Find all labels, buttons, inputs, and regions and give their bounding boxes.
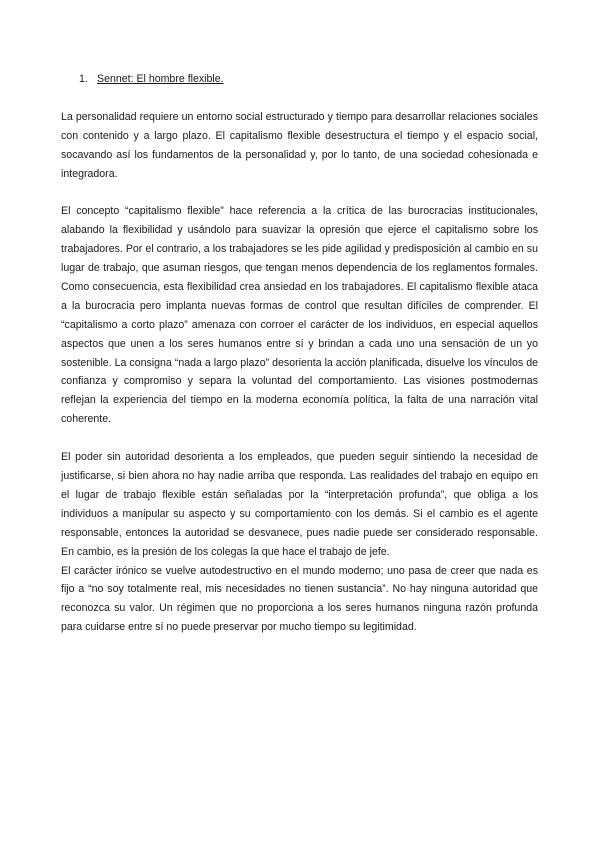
- paragraph-1: La personalidad requiere un entorno social estructurado y tiempo para desarrollar relaciones sociales con contenido y a largo plazo. El capitalismo flexible desestructura el tiempo y el espacio social, socavando así los fundamentos de la personalidad y, por lo tanto, de una sociedad cohesionada e integradora.: [61, 110, 538, 180]
- paragraph-2: El concepto “capitalismo flexible” hace referencia a la crítica de las burocracias institucionales, alabando la flexibilidad y usándolo para suavizar la opresión que ejerce el capitalismo sobre los trabajadores. Por el contrario, a los trabajadores se les pide agilidad y predisposición al cambio en su lugar de trabajo, que asuman riesgos, que tengan menos dependencia de los reglamentos formales. Como consecuencia, esta flexibilidad crea ansiedad en los trabajadores. El capitalismo flexible ataca a la burocracia pero implanta nuevas formas de control que resultan difíciles de comprender. El “capitalismo a corto plazo” amenaza con corroer el carácter de los individuos, en especial aquellos aspectos que unen a los seres humanos entre sí y brindan a cada uno una sensación de un yo sostenible. La consigna “nada a largo plazo” desorienta la acción planificada, disuelve los vínculos de confianza y compromiso y separa la voluntad del comportamiento. Las visiones postmodernas reflejan la experiencia del tiempo en la moderna economía política, la falta de una narración vital coherente.: [61, 205, 538, 426]
- heading-title: Sennet: El hombre flexible.: [97, 73, 224, 85]
- heading-number: 1.: [79, 73, 88, 85]
- paragraph-3: El poder sin autoridad desorienta a los empleados, que pueden seguir sintiendo la necesidad de justificarse, si bien ahora no hay nadie arriba que responda. Las realidades del trabajo en equipo en el lugar de trabajo flexible están señaladas por la “interpretación profunda”, que obliga a los individuos a manipular su aspecto y su comportamiento con los demás. Si el cambio es el agente responsable, entonces la autoridad se desvanece, pues nadie puede ser considerado responsable. En cambio, es la presión de los colegas la que hace el trabajo de jefe.: [61, 451, 538, 558]
- document-body: [61, 70, 538, 637]
- paragraph-4: El carácter irónico se vuelve autodestructivo en el mundo moderno; uno pasa de creer que nada es fijo a “no soy totalmente real, mis necesidades no tienen sustancia”. No hay ninguna autoridad que reconozca su valor. Un régimen que no proporciona a los seres humanos ninguna razón profunda para cuidarse entre sí no puede preservar por mucho tiempo su legitimidad.: [61, 564, 538, 634]
- section-heading: [79, 70, 538, 89]
